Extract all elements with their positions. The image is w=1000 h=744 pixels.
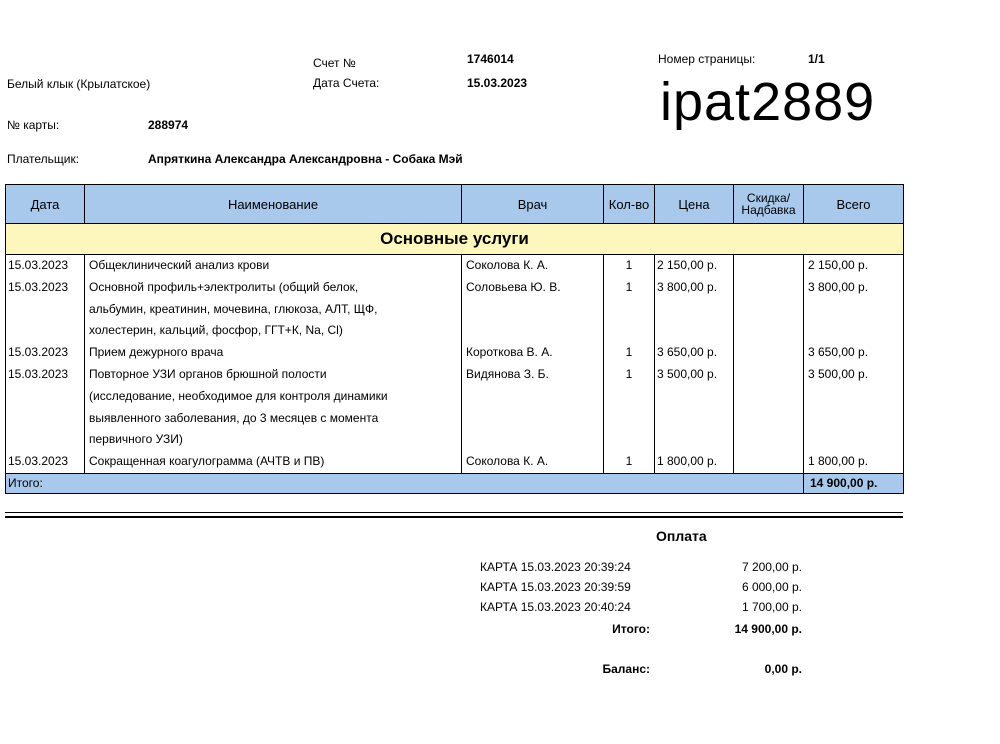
row-name [85, 277, 462, 342]
date-label: Дата Счета: [313, 76, 380, 90]
payment-amount: 1 700,00 р. [741, 600, 802, 614]
row-price: 2 150,00 р. [655, 255, 734, 277]
payer-value: Апряткина Александра Александровна - Собака Мэй [148, 152, 463, 166]
col-total: Всего [804, 185, 904, 224]
row-name-line: холестерин, кальций, фосфор, ГГТ+К, Na, Cl) [89, 323, 343, 338]
row-name-line: первичного УЗИ) [89, 432, 183, 447]
row-doctor: Соловьева Ю. В. [462, 277, 604, 342]
row-name [85, 255, 462, 277]
divider-line-thick [5, 516, 903, 518]
row-discount [734, 255, 804, 277]
row-name-line: (исследование, необходимое для контроля динамики [89, 388, 388, 403]
page-value: 1/1 [808, 52, 825, 66]
row-date: 15.03.2023 [6, 277, 85, 342]
row-price: 1 800,00 р. [655, 451, 734, 473]
payment-item [480, 580, 802, 598]
table-row [6, 364, 904, 451]
row-name-line: выявленного заболевания, до 3 месяцев с момента [89, 410, 379, 425]
row-total: 3 800,00 р. [804, 277, 904, 342]
table-header-row [6, 185, 904, 224]
payment-amount: 7 200,00 р. [741, 560, 802, 574]
barcode-text: ipat2889 [660, 78, 876, 130]
total-label: Итого: [6, 473, 804, 493]
row-discount [734, 451, 804, 473]
row-qty: 1 [604, 451, 655, 473]
section-row [6, 224, 904, 255]
row-name-line: Общеклинический анализ крови [89, 258, 270, 272]
col-discount: Скидка/ Надбавка [734, 185, 804, 224]
table-row [6, 451, 904, 473]
row-date: 15.03.2023 [6, 255, 85, 277]
invoice-label: Счет № [313, 56, 356, 70]
row-qty: 1 [604, 342, 655, 364]
card-value: 288974 [148, 118, 189, 132]
row-date: 15.03.2023 [6, 364, 85, 451]
clinic-name: Белый клык (Крылатское) [7, 77, 151, 91]
row-discount [734, 364, 804, 451]
row-qty: 1 [604, 277, 655, 342]
payment-item [480, 600, 802, 618]
row-name-line: Повторное УЗИ органов брюшной полости [89, 366, 327, 381]
row-discount [734, 342, 804, 364]
services-table [5, 184, 904, 494]
row-discount [734, 277, 804, 342]
col-name: Наименование [85, 185, 462, 224]
row-name [85, 364, 462, 451]
row-doctor: Соколова К. А. [462, 255, 604, 277]
page-label: Номер страницы: [658, 52, 756, 66]
row-name-line: Основной профиль+электролиты (общий белок, [89, 279, 359, 294]
row-date: 15.03.2023 [6, 451, 85, 473]
invoice-number: 1746014 [467, 52, 514, 66]
col-qty: Кол-во [604, 185, 655, 224]
payment-item [480, 560, 802, 578]
row-price: 3 800,00 р. [655, 277, 734, 342]
col-date: Дата [6, 185, 85, 224]
row-price: 3 650,00 р. [655, 342, 734, 364]
row-total: 1 800,00 р. [804, 451, 904, 473]
row-doctor: Соколова К. А. [462, 451, 604, 473]
row-price: 3 500,00 р. [655, 364, 734, 451]
payment-total-value: 14 900,00 р. [734, 622, 802, 636]
row-total: 2 150,00 р. [804, 255, 904, 277]
row-total: 3 650,00 р. [804, 342, 904, 364]
table-row [6, 342, 904, 364]
payment-total-label: Итого: [612, 622, 650, 636]
col-doctor: Врач [462, 185, 604, 224]
row-name [85, 342, 462, 364]
payment-method: КАРТА 15.03.2023 20:39:59 [480, 580, 631, 594]
payment-title: Оплата [656, 528, 707, 544]
divider-line [5, 512, 903, 513]
balance-label: Баланс: [602, 662, 650, 676]
payment-method: КАРТА 15.03.2023 20:39:24 [480, 560, 631, 574]
row-date: 15.03.2023 [6, 342, 85, 364]
row-name [85, 451, 462, 473]
row-total: 3 500,00 р. [804, 364, 904, 451]
total-value: 14 900,00 р. [804, 473, 904, 493]
row-qty: 1 [604, 364, 655, 451]
col-price: Цена [655, 185, 734, 224]
row-doctor: Видянова З. Б. [462, 364, 604, 451]
section-title: Основные услуги [6, 224, 904, 255]
row-name-line: Прием дежурного врача [89, 345, 224, 360]
table-row [6, 277, 904, 342]
row-doctor: Короткова В. А. [462, 342, 604, 364]
row-qty: 1 [604, 255, 655, 277]
row-name-line: Сокращенная коагулограмма (АЧТВ и ПВ) [89, 454, 325, 469]
date-value: 15.03.2023 [467, 76, 528, 90]
row-name-line: альбумин, креатинин, мочевина, глюкоза, АЛТ, ЩФ, [89, 301, 378, 316]
balance-value: 0,00 р. [764, 662, 802, 676]
card-label: № карты: [7, 118, 60, 132]
payment-amount: 6 000,00 р. [741, 580, 802, 594]
payer-label: Плательщик: [7, 152, 80, 166]
payment-method: КАРТА 15.03.2023 20:40:24 [480, 600, 631, 614]
total-row [6, 473, 904, 493]
table-row [6, 255, 904, 277]
